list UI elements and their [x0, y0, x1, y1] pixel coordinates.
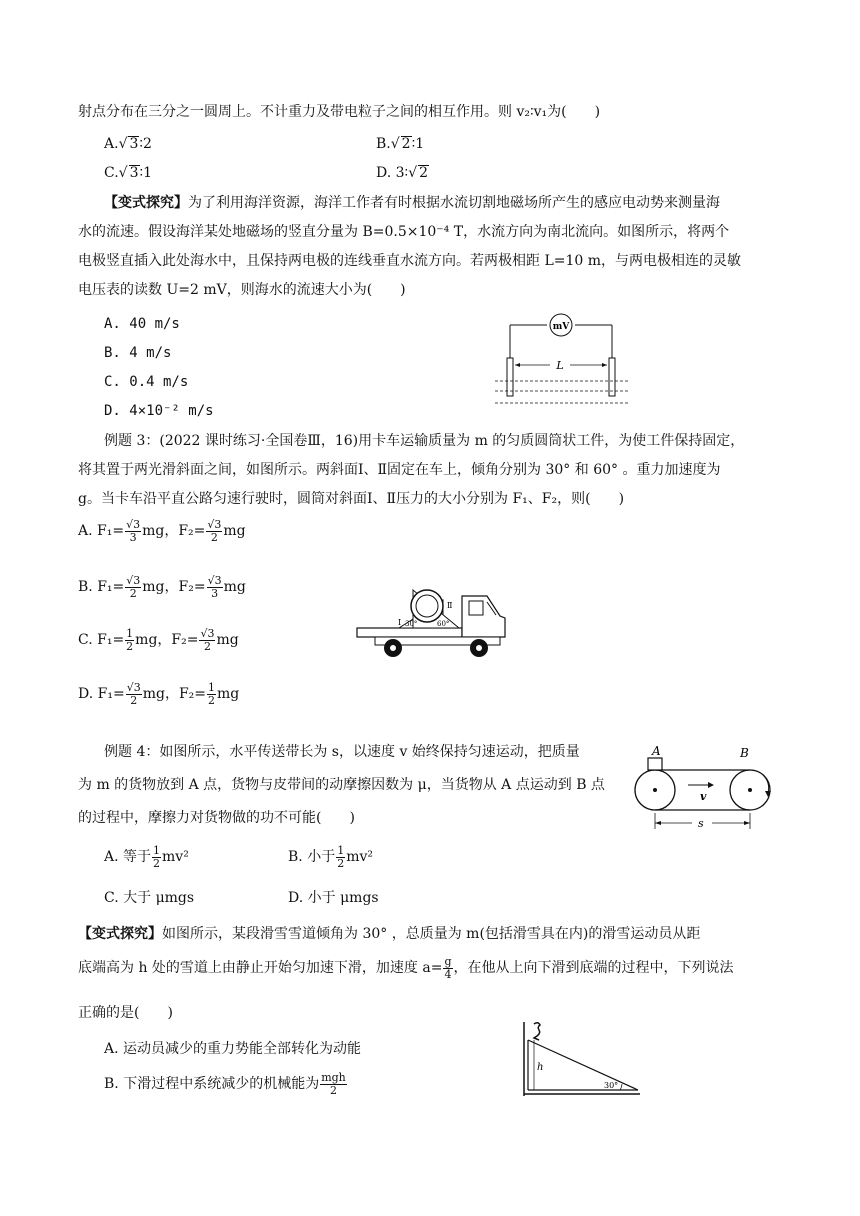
meter-label: mV	[552, 322, 570, 332]
electrode-right	[609, 358, 615, 396]
example3-option-d: D. F₁= $\frac{√3}{2}$ mg，F₂= $\frac{1}{2}$ mg	[78, 681, 240, 707]
variant2-line2: 底端高为 h 处的雪道上由静止开始匀加速下滑，加速度 a= $\frac{g}{4}$ ，在他从上向下滑到底端的过程中，下列说法	[78, 955, 734, 981]
variant-tag: 【变式探究】	[104, 195, 188, 211]
svg-text:s: s	[698, 817, 704, 830]
svg-text:Ⅱ: Ⅱ	[447, 601, 453, 610]
ski-slope-figure	[520, 1020, 642, 1096]
svg-text:30°: 30°	[405, 620, 418, 628]
variant2-option-b: B. 下滑过程中系统减少的机械能为 $\frac{\text{mgh}}{2}$	[104, 1071, 346, 1097]
option-a: A.√ 3∶2	[104, 136, 152, 152]
variant2-option-a: A. 运动员减少的重力势能全部转化为动能	[104, 1041, 362, 1057]
cargo-block	[648, 758, 662, 770]
variant2-line1: 【变式探究】如图所示，某段滑雪雪道倾角为 30° ，总质量为 m(包括滑雪具在内)的滑雪运动员从距	[78, 926, 701, 942]
option-pre: 3∶	[395, 165, 409, 181]
example3-line2: 将其置于两光滑斜面之间，如图所示。两斜面Ⅰ、Ⅱ固定在车上，倾角分别为 30° 和 60° 。重力加速度为	[78, 462, 721, 478]
option-rest: ∶2	[139, 136, 152, 152]
option-label: D.	[376, 165, 392, 181]
option-rest: ∶1	[411, 136, 425, 152]
variant2-line3: 正确的是( )	[78, 1005, 173, 1021]
radicand: 2	[419, 165, 429, 181]
option-d: D. 3∶√ 2	[376, 165, 429, 181]
variant1-option-b: B. 4 m/s	[104, 345, 172, 361]
option-b: B.√ 2∶1	[376, 136, 425, 152]
question-stem-line: 射点分布在三分之一圆周上。不计重力及带电粒子之间的相互作用。则 v₂∶v₁为( )	[78, 104, 601, 120]
example4-option-d: D. 小于 μmgs	[288, 890, 379, 906]
example4-line2: 为 m 的货物放到 A 点，货物与皮带间的动摩擦因数为 μ，当货物从 A 点运动到 B 点	[78, 777, 605, 793]
variant1-line3: 电极竖直插入此处海水中，且保持两电极的连线垂直水流方向。若两极相距 L=10 m，与两电极相连的灵敏	[78, 253, 742, 269]
variant1-line2: 水的流速。假设海洋某处地磁场的竖直分量为 B=0.5×10⁻⁴ T，水流方向为南北流向。如图所示，将两个	[78, 224, 730, 240]
conveyor-belt-figure	[630, 745, 775, 835]
variant1-option-c: C. 0.4 m/s	[104, 374, 189, 390]
variant1-line1: 【变式探究】为了利用海洋资源，海洋工作者有时根据水流切割地磁场所产生的感应电动势来测量海	[104, 195, 720, 211]
velocity-arrow-icon	[708, 782, 714, 788]
svg-text:60°: 60°	[437, 620, 450, 628]
option-label: B.	[376, 136, 391, 152]
example4-line3: 的过程中，摩擦力对货物做的功不可能( )	[78, 810, 355, 826]
length-label: L	[556, 359, 564, 372]
skier-icon	[534, 1023, 540, 1040]
electrode-left	[507, 358, 513, 396]
radicand: 3	[129, 136, 139, 152]
svg-text:Ⅰ: Ⅰ	[398, 618, 402, 627]
option-label: A.	[104, 136, 119, 152]
variant-tag: 【变式探究】	[78, 926, 162, 942]
variant1-option-d: D. 4×10⁻² m/s	[104, 403, 214, 419]
option-label: C.	[104, 165, 119, 181]
seawater-electrodes-figure	[495, 313, 630, 408]
variant1-option-a: A. 40 m/s	[104, 316, 180, 332]
example4-option-c: C. 大于 μmgs	[104, 890, 195, 906]
example3-option-a: A. F₁= $\frac{√3}{3}$ mg，F₂= $\frac{√3}{2}$ mg	[78, 518, 246, 544]
slope-line	[528, 1040, 638, 1090]
option-c: C.√ 3∶1	[104, 165, 153, 181]
svg-text:h: h	[537, 1062, 544, 1073]
example4-line1: 例题 4：如图所示，水平传送带长为 s，以速度 v 始终保持匀速运动，把质量	[104, 744, 580, 760]
radicand: 3	[129, 165, 139, 181]
svg-text:A: A	[652, 745, 661, 758]
example4-option-b: B. 小于 $\frac{1}{2}$ mv²	[288, 844, 373, 870]
example3-option-b: B. F₁= $\frac{√3}{2}$ mg，F₂= $\frac{√3}{3}$ mg	[78, 574, 246, 600]
example3-line1: 例题 3：(2022 课时练习·全国卷Ⅲ，16)用卡车运输质量为 m 的匀质圆筒状工件，为使工件保持固定，	[104, 433, 745, 449]
svg-text:B: B	[740, 746, 749, 760]
svg-text:v: v	[700, 790, 707, 803]
example3-option-c: C. F₁= $\frac{1}{2}$ mg，F₂= $\frac{√3}{2}$ mg	[78, 627, 239, 653]
svg-text:30°: 30°	[604, 1081, 619, 1090]
radicand: 2	[401, 136, 411, 152]
truck-figure	[355, 578, 515, 664]
example4-option-a: A. 等于 $\frac{1}{2}$ mv²	[104, 844, 189, 870]
option-rest: ∶1	[139, 165, 153, 181]
variant1-line4: 电压表的读数 U=2 mV，则海水的流速大小为( )	[78, 282, 406, 298]
example3-line3: g。当卡车沿平直公路匀速行驶时，圆筒对斜面Ⅰ、Ⅱ压力的大小分别为 F₁、F₂，则( )	[78, 491, 625, 507]
